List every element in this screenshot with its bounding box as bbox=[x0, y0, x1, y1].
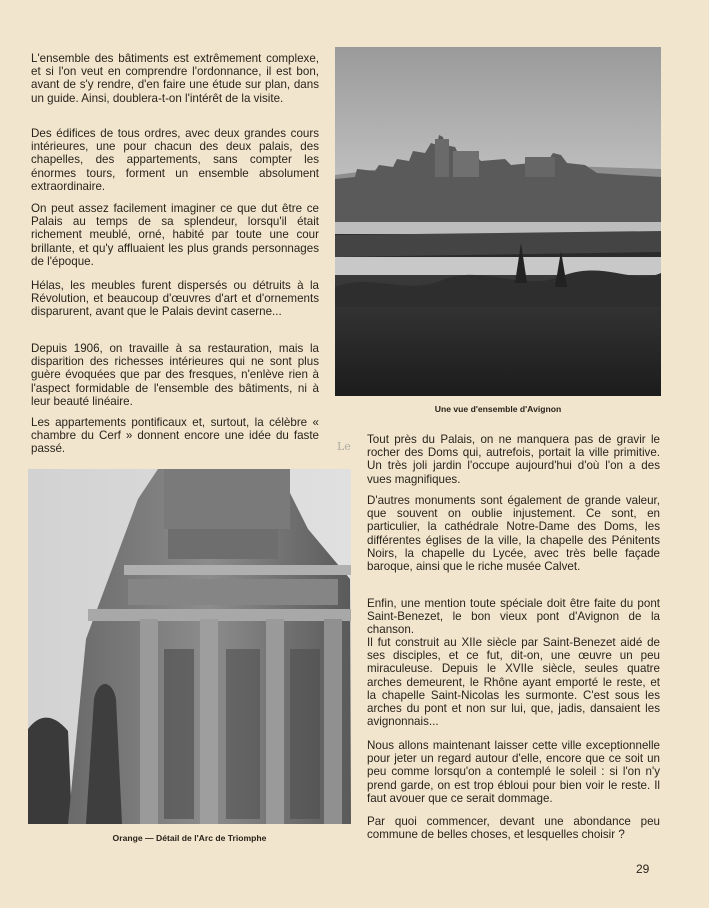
paragraph-12: Par quoi commencer, devant une abondance peu commune de belles choses, et lesquelles choisir ? bbox=[367, 815, 660, 842]
paragraph-11: Nous allons maintenant laisser cette ville exceptionnelle pour jeter un regard autour d'elle, encore que ce soit un peu comme lorsqu'on a contemplé le soleil : si l'on n'y prend garde, on est trop ébloui pour bien voir le reste. Il faut avouer que ce serait dommage. bbox=[367, 739, 660, 805]
page-number: 29 bbox=[636, 862, 650, 876]
caption-orange: Orange — Détail de l'Arc de Triomphe bbox=[112, 833, 267, 843]
paragraph-4: Hélas, les meubles furent dispersés ou détruits à la Révolution, et beaucoup d'œuvres d'art et d'ornements disparurent, avant que le Palais devint caserne... bbox=[31, 279, 319, 319]
photo-orange-arch-image bbox=[28, 469, 351, 824]
photo-avignon bbox=[335, 47, 661, 396]
paragraph-7: Tout près du Palais, on ne manquera pas de gravir le rocher des Doms qui, autrefois, portait la ville primitive. Un très joli jardin l'occupe aujourd'hui d'où l'on a des vues magnifiques. bbox=[367, 433, 660, 486]
paragraph-10: Il fut construit au XIIe siècle par Saint-Benezet aidé de ses disciples, et ce fut, dit-on, une œuvre un peu miraculeuse. Depuis le XVIIe siècle, seules quatre arches demeurent, le Rhône ayant emporté le reste, et la chapelle Saint-Nicolas les surmonte. C'est sous les arches du pont et non sur lui, que, jadis, dansaient les avignonnais... bbox=[367, 636, 660, 729]
library-stamp: Le bbox=[337, 440, 351, 453]
photo-avignon-image bbox=[335, 47, 661, 396]
photo-orange-arch bbox=[28, 469, 351, 824]
paragraph-5: Depuis 1906, on travaille à sa restauration, mais la disparition des richesses intérieures qui ne sont plus guère évoquées que par des fresques, n'enlève rien à l'aspect formidable de l'ensemble des bâtiments, ni à leur beauté linéaire. bbox=[31, 342, 319, 408]
paragraph-9: Enfin, une mention toute spéciale doit être faite du pont Saint-Benezet, le bon vieux pont d'Avignon de la chanson. bbox=[367, 597, 660, 637]
paragraph-8: D'autres monuments sont également de grande valeur, que souvent on oublie injustement. Ce sont, en particulier, la cathédrale Notre-Dame des Doms, les différentes églises de la ville, la chapelle des Pénitents Noirs, la chapelle du Lycée, avec très belle façade baroque, ainsi que le riche musée Calvet. bbox=[367, 494, 660, 574]
paragraph-3: On peut assez facilement imaginer ce que dut être ce Palais au temps de sa splendeur, lorsqu'il était richement meublé, orné, habité par toute une cour brillante, et qu'y affluaient les plus grands personnages de l'époque. bbox=[31, 202, 319, 268]
caption-avignon: Une vue d'ensemble d'Avignon bbox=[434, 404, 562, 414]
paragraph-2: Des édifices de tous ordres, avec deux grandes cours intérieures, une pour chacun des deux palais, des chapelles, des appartements, sans compter les énormes tours, forment un ensemble absolument extraordinaire. bbox=[31, 127, 319, 193]
paragraph-1: L'ensemble des bâtiments est extrêmement complexe, et si l'on veut en comprendre l'ordonnance, il est bon, avant de s'y rendre, d'en faire une étude sur plan, dans un guide. Ainsi, doublera-t-on l'intérêt de la visite. bbox=[31, 52, 319, 105]
paragraph-6: Les appartements pontificaux et, surtout, la célèbre « chambre du Cerf » donnent encore une idée du faste passé. bbox=[31, 416, 319, 456]
